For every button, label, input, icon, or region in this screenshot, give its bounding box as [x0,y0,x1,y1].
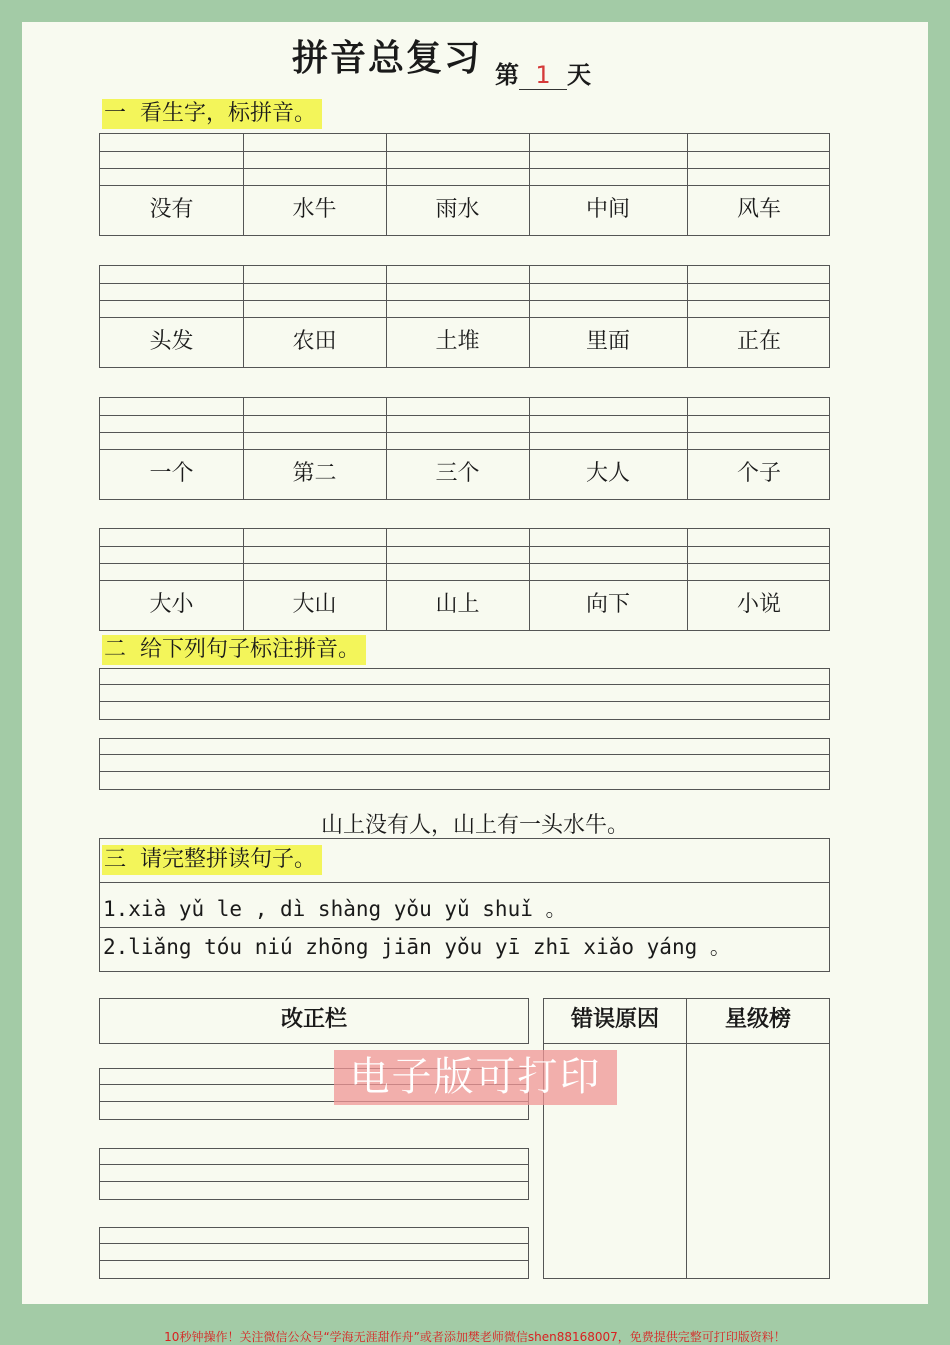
character-word: 大小 [149,592,194,617]
character-word: 山上 [435,592,480,617]
pinyin-lines[interactable] [100,398,829,450]
pinyin-writing-lines-2[interactable] [99,738,830,790]
pinyin-sentence-2: 2.liǎng tóu niú zhōng jiān yǒu yī zhī xiǎo yáng 。 [103,935,731,959]
character-word: 中间 [585,197,630,222]
correction-lines-3[interactable] [99,1227,529,1279]
pinyin-writing-lines-1[interactable] [99,668,830,720]
character-word: 正在 [736,329,781,354]
character-grid-2 [99,265,830,368]
character-word: 雨水 [435,197,480,222]
character-word: 大山 [292,592,337,617]
day-prefix: 第 [495,61,519,89]
character-word: 水牛 [292,197,337,222]
character-word: 三个 [435,461,480,486]
character-word: 个子 [736,461,781,486]
pinyin-lines[interactable] [100,266,829,318]
page-title: 拼音总复习 [292,38,483,79]
pinyin-lines[interactable] [100,529,829,581]
error-reason-header: 错误原因 [570,1007,659,1032]
character-word: 土堆 [435,329,480,354]
section1-heading: 一 看生字，标拼音。 [102,99,322,129]
character-word: 大人 [585,461,630,486]
footer-note: 10秒钟操作！关注微信公众号“学海无涯甜作舟”或者添加樊老师微信shen88168007，免费提供完整可打印版资料！ [164,1330,786,1344]
section3-heading: 三 请完整拼读句子。 [102,845,322,875]
day-label [495,55,591,90]
character-grid-4 [99,528,830,631]
character-word: 风车 [736,197,781,222]
section2-sentence: 山上没有人，山上有一头水牛。 [320,813,629,838]
character-grid-1 [99,133,830,236]
day-number: 1 [519,61,567,90]
star-rank-header: 星级榜 [724,1007,791,1032]
correction-header: 改正栏 [99,998,529,1044]
watermark: 电子版可打印 [334,1050,617,1105]
character-word: 没有 [149,197,194,222]
character-word: 头发 [149,329,194,354]
pinyin-lines[interactable] [100,134,829,186]
character-word: 向下 [585,592,630,617]
evaluation-table [543,998,830,1279]
day-suffix: 天 [567,61,591,89]
character-grid-3 [99,397,830,500]
pinyin-sentence-1: 1.xià yǔ le , dì shàng yǒu yǔ shuǐ 。 [103,897,567,921]
character-word: 农田 [292,329,337,354]
character-word: 第二 [292,461,337,486]
section2-heading: 二 给下列句子标注拼音。 [102,635,366,665]
correction-lines-2[interactable] [99,1148,529,1200]
character-word: 小说 [736,592,781,617]
character-word: 里面 [585,329,630,354]
character-word: 一个 [149,461,194,486]
